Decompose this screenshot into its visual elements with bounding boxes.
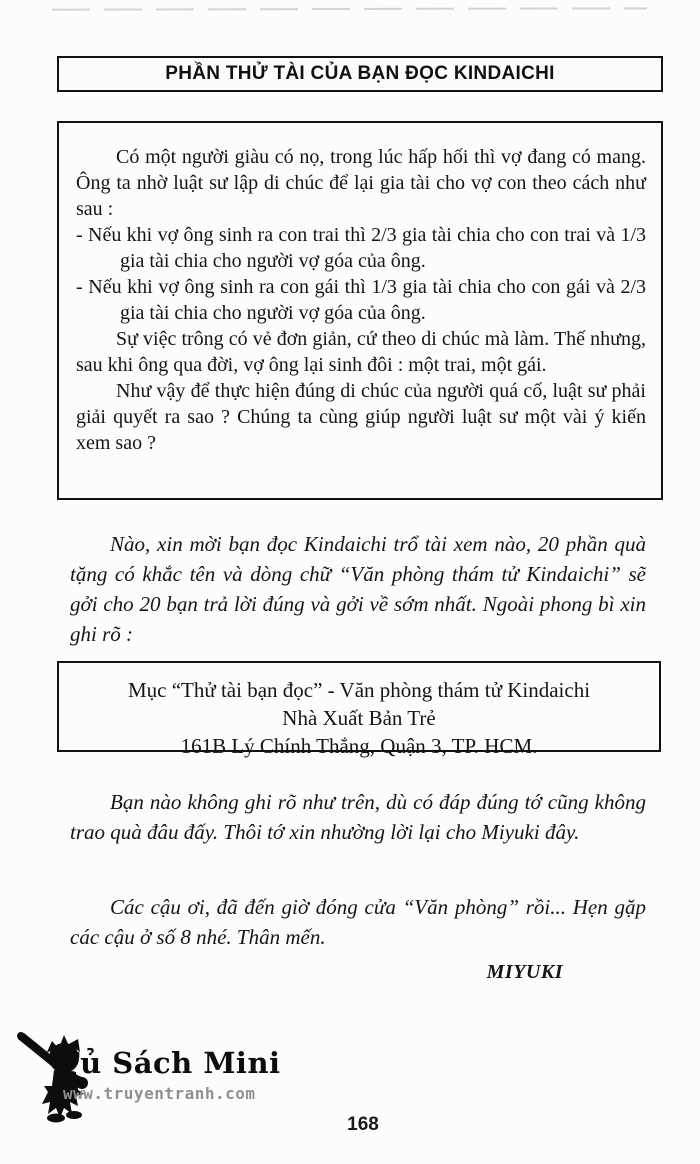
address-box: [57, 661, 661, 758]
scan-artifact-line: [52, 7, 647, 10]
logo-title: Tủ Sách Mini: [58, 1046, 281, 1080]
closing-paragraph: Các cậu ơi, đã đến giờ đóng cửa “Văn phòng” rồi... Hẹn gặp các cậu ở số 8 nhé. Thân mến.: [70, 895, 646, 949]
publisher-logo: [14, 1026, 281, 1121]
page-number: 168: [347, 1114, 379, 1135]
puzzle-rule-son: - Nếu khi vợ ông sinh ra con trai thì 2/3 gia tài chia cho con trai và 1/3 gia tài chia cho người vợ góa của ông.: [76, 224, 646, 272]
puzzle-twist: Sự việc trông có vẻ đơn giản, cứ theo di chúc mà làm. Thế nhưng, sau khi ông qua đời, vợ ông lại sinh đôi : một trai, một gái.: [76, 328, 646, 376]
puzzle-question: Như vậy để thực hiện đúng di chúc của người quá cố, luật sư phải giải quyết ra sao ? Chúng ta cùng giúp người luật sư một vài ý kiến xem sao ?: [76, 380, 646, 454]
address-line-publisher: Nhà Xuất Bản Trẻ: [282, 706, 436, 730]
puzzle-intro: Có một người giàu có nọ, trong lúc hấp hối thì vợ đang có mang. Ông ta nhờ luật sư lập di chúc để lại gia tài cho vợ con theo cách như sau :: [76, 146, 646, 220]
logo-website: www.truyentranh.com: [63, 1084, 256, 1103]
puzzle-box: [57, 121, 663, 500]
page-header-box: [57, 56, 663, 92]
address-line-street: 161B Lý Chính Thắng, Quận 3, TP. HCM.: [180, 734, 538, 758]
address-line-section: Mục “Thử tài bạn đọc” - Văn phòng thám tử Kindaichi: [127, 678, 591, 702]
signature: MIYUKI: [486, 961, 563, 983]
page-title: PHẦN THỬ TÀI CỦA BẠN ĐỌC KINDAICHI: [165, 63, 555, 84]
warning-paragraph: Bạn nào không ghi rõ như trên, dù có đáp đúng tớ cũng không trao quà đâu đấy. Thôi tớ xin nhường lời lại cho Miyuki đây.: [70, 790, 646, 844]
invitation-paragraph: Nào, xin mời bạn đọc Kindaichi trổ tài xem nào, 20 phần quà tặng có khắc tên và dòng chữ “Văn phòng thám tử Kindaichi” sẽ gởi cho 20 bạn trả lời đúng và gởi về sớm nhất. Ngoài phong bì xin ghi rõ :: [70, 532, 646, 646]
puzzle-rule-daughter: - Nếu khi vợ ông sinh ra con gái thì 1/3 gia tài chia cho con gái và 2/3 gia tài chia cho người vợ góa của ông.: [76, 276, 646, 324]
